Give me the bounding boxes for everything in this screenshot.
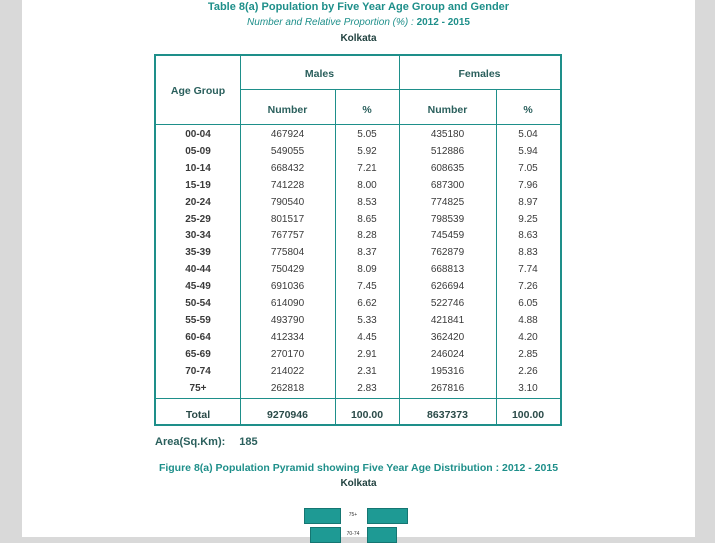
age-group-cell: 25-29 xyxy=(185,213,211,225)
males-number-cell: 412334 xyxy=(270,331,305,343)
males-percent-cell: 4.45 xyxy=(357,331,377,343)
age-group-cell: 50-54 xyxy=(185,298,211,309)
area-value: 185 xyxy=(239,436,258,448)
females-number-cell: 668813 xyxy=(430,264,465,276)
area-label: Area(Sq.Km): xyxy=(155,436,226,448)
header-females-percent: % xyxy=(523,104,533,116)
age-group-cell: 35-39 xyxy=(185,247,211,259)
males-percent-cell: 8.00 xyxy=(357,179,377,191)
females-number-cell: 362420 xyxy=(430,331,465,343)
age-group-cell: 15-19 xyxy=(185,179,211,191)
males-percent-cell: 5.33 xyxy=(357,314,377,326)
males-number-cell: 262818 xyxy=(270,382,305,394)
females-percent-cell: 6.05 xyxy=(518,298,538,309)
age-group-cell: 70-74 xyxy=(185,365,211,377)
females-percent-cell: 7.96 xyxy=(518,179,538,191)
females-percent-cell: 8.63 xyxy=(518,230,538,242)
total-females-number: 8637373 xyxy=(427,409,468,421)
age-group-cell: 00-04 xyxy=(185,129,211,140)
females-percent-cell: 4.88 xyxy=(518,314,538,326)
females-percent-cell: 4.20 xyxy=(518,331,538,343)
document-page xyxy=(22,0,695,537)
males-number-cell: 467924 xyxy=(270,129,305,140)
males-percent-cell: 5.05 xyxy=(357,129,377,140)
females-number-cell: 246024 xyxy=(430,348,465,360)
females-percent-cell: 9.25 xyxy=(518,213,538,225)
age-group-cell: 40-44 xyxy=(185,264,211,276)
age-group-cell: 75+ xyxy=(189,382,207,394)
males-number-cell: 767757 xyxy=(270,230,305,242)
females-number-cell: 762879 xyxy=(430,247,465,259)
pyramid-female-bar xyxy=(367,527,397,543)
females-percent-cell: 2.85 xyxy=(518,348,538,360)
table-title: Table 8(a) Population by Five Year Age Group and Gender xyxy=(207,1,510,13)
females-number-cell: 745459 xyxy=(430,230,465,242)
males-percent-cell: 8.09 xyxy=(357,264,377,276)
total-label: Total xyxy=(185,409,211,421)
males-percent-cell: 8.28 xyxy=(357,230,377,242)
females-number-cell: 608635 xyxy=(430,162,465,174)
males-number-cell: 775804 xyxy=(270,247,305,259)
age-group-cell: 55-59 xyxy=(185,314,211,326)
row-divider xyxy=(156,124,560,125)
total-males-percent: 100.00 xyxy=(350,409,384,421)
figure-city: Kolkata xyxy=(340,478,377,489)
males-percent-cell: 6.62 xyxy=(357,298,377,309)
age-group-cell: 45-49 xyxy=(185,281,211,293)
males-percent-cell: 5.92 xyxy=(357,145,377,157)
header-males-percent: % xyxy=(362,104,372,116)
males-number-cell: 691036 xyxy=(270,281,305,293)
header-males: Males xyxy=(304,68,335,80)
pyramid-age-label: 75+ xyxy=(348,512,358,518)
females-percent-cell: 8.83 xyxy=(518,247,538,259)
females-percent-cell: 7.05 xyxy=(518,162,538,174)
pyramid-male-bar xyxy=(310,527,341,543)
males-number-cell: 790540 xyxy=(270,196,305,208)
pyramid-male-bar xyxy=(304,508,341,524)
total-males-number: 9270946 xyxy=(267,409,308,421)
age-group-cell: 20-24 xyxy=(185,196,211,208)
age-group-cell: 60-64 xyxy=(185,331,211,343)
table-subtitle xyxy=(22,17,695,28)
males-percent-cell: 7.21 xyxy=(357,162,377,174)
males-percent-cell: 8.53 xyxy=(357,196,377,208)
males-number-cell: 750429 xyxy=(270,264,305,276)
males-number-cell: 741228 xyxy=(270,179,305,191)
males-percent-cell: 8.37 xyxy=(357,247,377,259)
females-percent-cell: 5.94 xyxy=(518,145,538,157)
males-percent-cell: 8.65 xyxy=(357,213,377,225)
females-number-cell: 626694 xyxy=(430,281,465,293)
females-percent-cell: 3.10 xyxy=(518,382,538,394)
males-number-cell: 801517 xyxy=(270,213,305,225)
row-divider xyxy=(156,398,560,399)
population-table xyxy=(154,54,562,426)
females-number-cell: 435180 xyxy=(430,129,465,140)
females-percent-cell: 2.26 xyxy=(518,365,538,377)
table-subtitle-years: 2012 - 2015 xyxy=(416,17,470,28)
males-percent-cell: 2.83 xyxy=(357,382,377,394)
males-number-cell: 214022 xyxy=(270,365,305,377)
males-percent-cell: 7.45 xyxy=(357,281,377,293)
header-females: Females xyxy=(458,68,501,80)
females-number-cell: 798539 xyxy=(430,213,465,225)
females-number-cell: 195316 xyxy=(430,365,465,377)
males-percent-cell: 2.91 xyxy=(357,348,377,360)
females-number-cell: 774825 xyxy=(430,196,465,208)
females-percent-cell: 7.74 xyxy=(518,264,538,276)
males-number-cell: 493790 xyxy=(270,314,305,326)
males-number-cell: 614090 xyxy=(270,298,305,309)
area-info xyxy=(155,436,258,448)
figure-title: Figure 8(a) Population Pyramid showing Five Year Age Distribution : 2012 - 2015 xyxy=(158,462,559,474)
header-age-group: Age Group xyxy=(170,85,226,97)
males-percent-cell: 2.31 xyxy=(357,365,377,377)
table-subtitle-text: Number and Relative Proportion (%) : xyxy=(247,17,414,28)
males-number-cell: 549055 xyxy=(270,145,305,157)
pyramid-female-bar xyxy=(367,508,408,524)
males-number-cell: 270170 xyxy=(270,348,305,360)
females-number-cell: 421841 xyxy=(430,314,465,326)
age-group-cell: 05-09 xyxy=(185,145,211,157)
females-percent-cell: 8.97 xyxy=(518,196,538,208)
age-group-cell: 30-34 xyxy=(185,230,211,242)
females-percent-cell: 5.04 xyxy=(518,129,538,140)
table-city: Kolkata xyxy=(340,33,377,44)
age-group-cell: 10-14 xyxy=(185,162,211,174)
pyramid-age-label: 70-74 xyxy=(346,531,360,537)
header-females-number: Number xyxy=(427,104,468,116)
header-males-number: Number xyxy=(267,104,308,116)
females-number-cell: 512886 xyxy=(430,145,465,157)
row-divider xyxy=(240,89,560,90)
females-number-cell: 687300 xyxy=(430,179,465,191)
females-percent-cell: 7.26 xyxy=(518,281,538,293)
females-number-cell: 267816 xyxy=(430,382,465,394)
age-group-cell: 65-69 xyxy=(185,348,211,360)
females-number-cell: 522746 xyxy=(430,298,465,309)
males-number-cell: 668432 xyxy=(270,162,305,174)
total-females-percent: 100.00 xyxy=(511,409,545,421)
